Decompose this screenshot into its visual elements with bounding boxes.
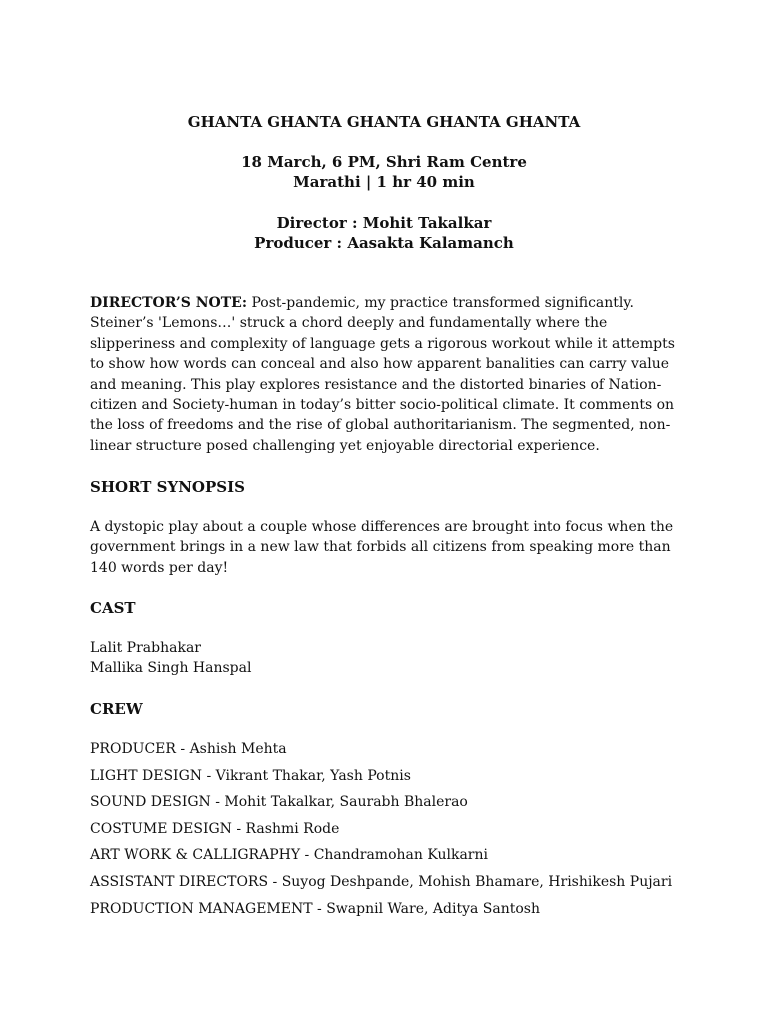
event-details xyxy=(0,152,768,192)
event-language-duration: Marathi | 1 hr 40 min xyxy=(293,173,475,191)
main-credits xyxy=(0,213,768,253)
crew-list xyxy=(90,739,710,925)
crew-member-light-design: LIGHT DESIGN - Vikrant Thakar, Yash Potnis xyxy=(90,767,411,784)
crew-member-sound-design: SOUND DESIGN - Mohit Takalkar, Saurabh Bhalerao xyxy=(90,794,468,811)
event-date-venue: 18 March, 6 PM, Shri Ram Centre xyxy=(241,153,527,171)
cast-member: Lalit Prabhakar xyxy=(90,640,201,656)
directors-note-label: DIRECTOR’S NOTE: xyxy=(90,295,247,311)
producer-credit: Producer : Aasakta Kalamanch xyxy=(254,234,514,252)
cast-heading: CAST xyxy=(90,599,136,617)
cast-member: Mallika Singh Hanspal xyxy=(90,660,252,677)
synopsis-heading: SHORT SYNOPSIS xyxy=(90,478,245,496)
directors-note xyxy=(90,293,690,456)
crew-member-art-work: ART WORK & CALLIGRAPHY - Chandramohan Kulkarni xyxy=(90,847,488,864)
crew-member-assistant-directors: ASSISTANT DIRECTORS - Suyog Deshpande, Mohish Bhamare, Hrishikesh Pujari xyxy=(90,873,673,890)
crew-heading: CREW xyxy=(90,700,143,718)
synopsis-text: A dystopic play about a couple whose differences are brought into focus when the government brings in a new law that forbids all citizens from speaking more than 140 words per day! xyxy=(90,519,674,576)
director-credit: Director : Mohit Takalkar xyxy=(276,214,492,232)
cast-list xyxy=(90,638,690,679)
crew-member-production-management: PRODUCTION MANAGEMENT - Swapnil Ware, Aditya Santosh xyxy=(90,900,540,917)
crew-member-producer: PRODUCER - Ashish Mehta xyxy=(90,741,287,757)
play-title: GHANTA GHANTA GHANTA GHANTA GHANTA xyxy=(187,113,581,131)
crew-member-costume-design: COSTUME DESIGN - Rashmi Rode xyxy=(90,820,340,837)
directors-note-text: Post-pandemic, my practice transformed significantly. Steiner’s 'Lemons…' struck a chord deeply and fundamentally where the slipperiness and complexity of language gets a rigorous workout while it attempts to show how words can conceal and also how apparent banalities can carry value and meaning. This play explores resistance and the distorted binaries of Nation-citizen and Society-human in today’s bitter socio-political climate. It comments on the loss of freedoms and the rise of global authoritarianism. The segmented, non-linear structure posed challenging yet enjoyable directorial experience. xyxy=(90,295,675,454)
